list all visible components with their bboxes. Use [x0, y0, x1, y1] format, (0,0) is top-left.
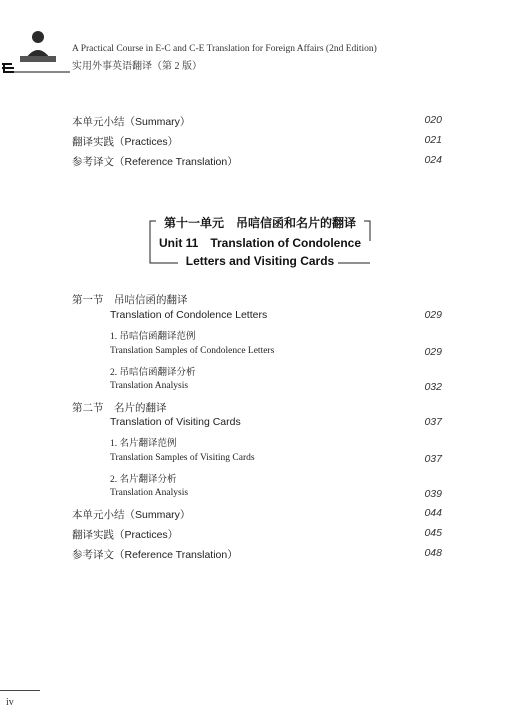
toc-page-number: 032: [424, 381, 442, 393]
toc-page-number: 048: [424, 547, 442, 559]
toc-entry-practices[interactable]: 翻译实践（Practices）: [72, 136, 179, 148]
toc-entry-practices[interactable]: 翻译实践（Practices）: [72, 529, 179, 541]
toc-page-number: 045: [424, 527, 442, 539]
subsection-title-cn[interactable]: 2. 名片翻译分析: [110, 475, 177, 485]
subsection-title-cn[interactable]: 2. 吊唁信函翻译分析: [110, 368, 196, 378]
unit-title-cn: 第十一单元 吊唁信函和名片的翻译: [163, 216, 356, 230]
subsection-title-en[interactable]: Translation Analysis: [110, 488, 189, 498]
toc-page-number: 039: [424, 488, 442, 500]
unit-title-en-line2: Letters and Visiting Cards: [185, 254, 335, 268]
toc-entry-summary[interactable]: 本单元小结（Summary）: [72, 116, 191, 128]
toc-entry-reference[interactable]: 参考译文（Reference Translation）: [72, 156, 238, 168]
logo-icon: [0, 28, 70, 74]
toc-page-number: 029: [424, 346, 442, 358]
book-title-en: A Practical Course in E-C and C-E Translation for Foreign Affairs (2nd Edition): [72, 44, 377, 54]
toc-page-number: 021: [424, 134, 442, 146]
book-title-cn: 实用外事英语翻译（第 2 版）: [72, 61, 202, 72]
subsection-title-cn[interactable]: 1. 吊唁信函翻译范例: [110, 332, 196, 342]
unit-title-en-line1: Unit 11 Translation of Condolence: [158, 236, 362, 250]
subsection-title-en[interactable]: Translation Samples of Visiting Cards: [110, 453, 255, 463]
toc-page-number: 020: [424, 114, 442, 126]
page-folio: iv: [6, 697, 14, 708]
toc-entry-reference[interactable]: 参考译文（Reference Translation）: [72, 549, 238, 561]
footer-rule: [0, 690, 40, 691]
toc-page-number: 044: [424, 507, 442, 519]
toc-page-number: 024: [424, 154, 442, 166]
section-title-cn[interactable]: 第二节 名片的翻译: [72, 402, 167, 414]
toc-page-number: 037: [424, 416, 442, 428]
section-title-en[interactable]: Translation of Visiting Cards: [110, 416, 241, 428]
section-title-en[interactable]: Translation of Condolence Letters: [110, 309, 268, 321]
toc-page-number: 029: [424, 309, 442, 321]
toc-page-number: 037: [424, 453, 442, 465]
subsection-title-en[interactable]: Translation Analysis: [110, 381, 189, 391]
section-title-cn[interactable]: 第一节 吊唁信函的翻译: [72, 294, 188, 306]
page-header: [0, 0, 520, 80]
subsection-title-cn[interactable]: 1. 名片翻译范例: [110, 439, 177, 449]
toc-entry-summary[interactable]: 本单元小结（Summary）: [72, 509, 191, 521]
unit-heading: [148, 214, 372, 270]
subsection-title-en[interactable]: Translation Samples of Condolence Letters: [110, 346, 275, 356]
